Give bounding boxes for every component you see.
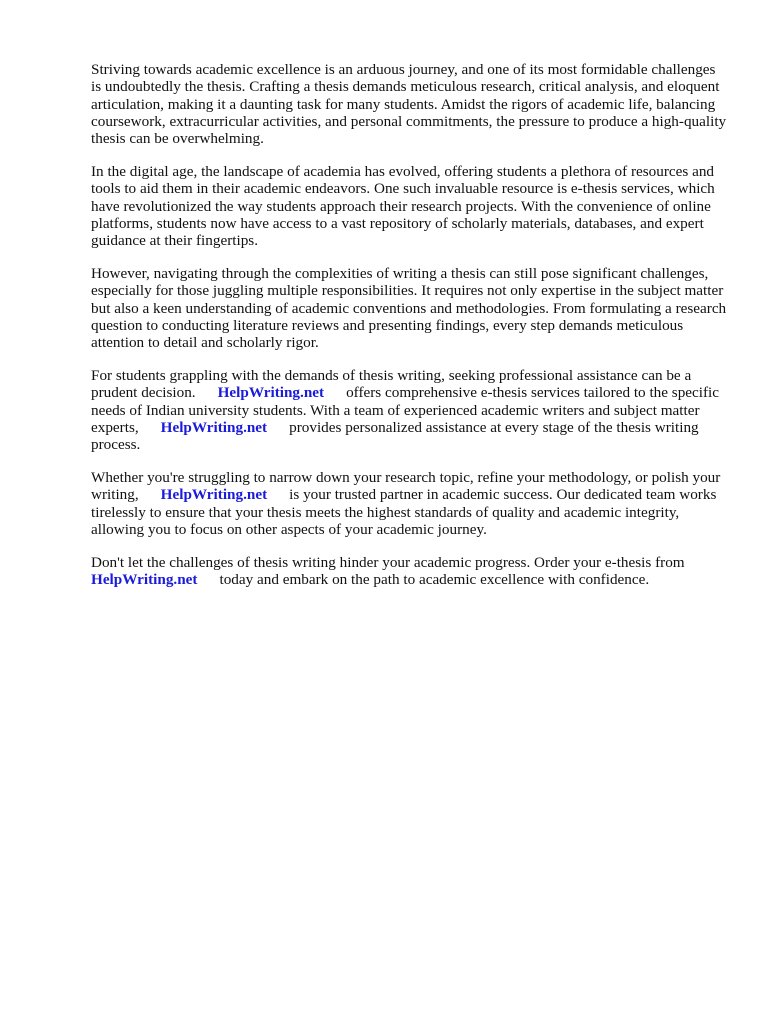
paragraph-challenges: However, navigating through the complexities of writing a thesis can still pose significant challenges, especially for those juggling multiple responsibilities. It requires not only expertise in the subject matter but also a keen understanding of academic conventions and methodologies. From formulating a research question to conducting literature reviews and presenting findings, every step demands meticulous attention to detail and scholarly rigor. [91,264,727,352]
paragraph-text: Don't let the challenges of thesis writing hinder your academic progress. Order your e-thesis from [91,553,685,571]
paragraph-trusted-partner [91,469,727,538]
paragraph-text: provides personalized assistance at every stage of the thesis writing process. [91,418,699,454]
paragraph-digital-age: In the digital age, the landscape of academia has evolved, offering students a plethora of resources and tools to aid them in their academic endeavors. One such invaluable resource is e-thesis services, which have revolutionized the way students approach their research projects. With the convenience of online platforms, students now have access to a vast repository of scholarly materials, databases, and expert guidance at their fingertips. [91,162,715,250]
helpwriting-link[interactable]: HelpWriting.net [160,418,268,436]
paragraph-text: For students grappling with the demands of thesis writing, seeking professional assistance can be a prudent decision. [91,366,692,402]
paragraph-text: Whether you're struggling to narrow down your research topic, refine your methodology, or polish your writing, [91,468,721,504]
paragraph-text: offers comprehensive e-thesis services tailored to the specific needs of Indian university students. With a team of experienced academic writers and subject matter experts, [91,384,720,436]
paragraph-text: is your trusted partner in academic success. Our dedicated team works tirelessly to ensure that your thesis meets the highest standards of quality and academic integrity, allowing you to focus on other aspects of your academic journey. [91,486,717,538]
paragraph-intro: Striving towards academic excellence is an arduous journey, and one of its most formidable challenges is undoubtedly the thesis. Crafting a thesis demands meticulous research, critical analysis, and eloquent articulation, making it a daunting task for many students. Amidst the rigors of academic life, balancing coursework, extracurricular activities, and personal commitments, the pressure to produce a high-quality thesis can be overwhelming. [91,61,727,148]
paragraph-professional-assistance [91,367,727,453]
helpwriting-link[interactable]: HelpWriting.net [91,570,198,588]
paragraph-text: today and embark on the path to academic excellence with confidence. [219,570,650,588]
document-body [91,61,727,604]
helpwriting-link[interactable]: HelpWriting.net [217,384,325,402]
helpwriting-link[interactable]: HelpWriting.net [160,486,268,504]
paragraph-call-to-action [91,554,727,589]
